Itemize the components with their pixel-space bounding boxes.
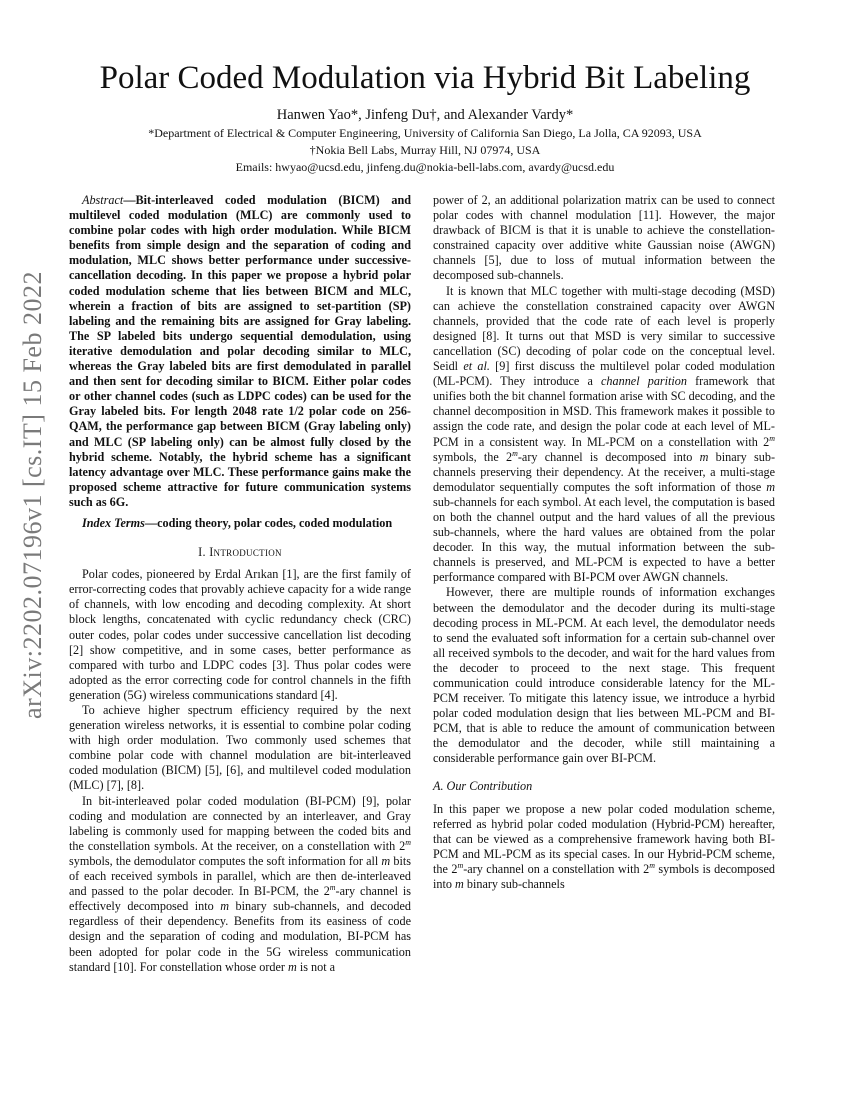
index-terms: Index Terms—coding theory, polar codes, coded modulation [82,515,393,530]
section-title: Introduction [209,545,282,560]
paragraph: To achieve higher spectrum efficiency required by the next generation wireless networks, it is essential to combine polar coding with high order modulation. Two commonly used schemes that combine polar code with channel modulation are bit-interleaved coded modulation (BICM) [5], [6], and multilevel coded modulation (MLC) [7], [8]. [69,703,411,793]
paragraph: In bit-interleaved polar coded modulation (BI-PCM) [9], polar coding and modulation are connected by an interleaver, and Gray labeling is commonly used for mapping between the coded bits and the constellation symbols. At the receiver, on a constellation with 2$^m$ symbols, the demodulator computes the soft information for all m bits of each received symbols in parallel, which are then de-interleaved and passed to the polar decoder. In BI-PCM, the 2$^m$-ary channel is effectively decomposed into m binary sub-channels, and decoded regardless of their dependency. Benefits from its easiness of code design and the separation of coding and modulation, BI-PCM has been adopted for polar code in the 5G wireless communication standard [10]. For constellation whose order m is not a [69,793,412,974]
paragraph: It is known that MLC together with multi-stage decoding (MSD) can achieve the constellation constrained capacity over AWGN channels, provided that the code rate of each level is properly designed [8]. It turns out that MSD is very similar to successive cancellation (SC) decoding of polar code on the conceptual level. Seidl et al. [9] first discuss the multilevel polar coded modulation (ML-PCM). They introduce a channel parition framework that unifies both the bit channel formation arise with SC decoding, and the channel decomposition in MSD. This framework makes it possible to assign the code rate, and design the polar code at each level of ML-PCM in a consistent way. In ML-PCM on a constellation with 2$^m$ symbols, the 2$^m$-ary channel is decomposed into m binary sub-channels preserving their dependency. At the receiver, a multi-stage demodulator sequentially computes the soft information of those m sub-channels for each symbol. At each level, the computation is based on both the channel output and the hard values of all the previous sub-channels, where the hard values are obtained from the polar decoder. In this way, the mutual information between the sub-channels is preserved, and ML-PCM is expected to have a better performance compared with BI-PCM over AWGN channels. [433,283,776,585]
right-column [433,193,775,892]
author-list: Hanwen Yao*, Jinfeng Du†, and Alexander Vardy* [276,107,574,123]
index-terms-text: coding theory, polar codes, coded modulation [157,515,393,530]
left-column [69,193,411,975]
index-terms-label: Index Terms [82,515,145,530]
paragraph: However, there are multiple rounds of information exchanges between the demodulator and the decoder during its multi-stage decoding process in ML-PCM. At each level, the demodulator needs to send the evaluated soft information for a certain sub-channel over all received symbols to the decoder, and wait for the hard values from the decoder to proceed to the next stage. This frequent communication could introduce considerable latency for the ML-PCM receiver. To mitigate this latency issue, we introduce a hyrbid polar coded modulation design that lies between ML-PCM and BI-PCM, that is able to reduce the amount of communication between the demodulator and the decoder, while still maintaining a considerable performance gain over BI-PCM. [433,585,775,766]
paragraph: power of 2, an additional polarization matrix can be used to connect polar codes with channel modulation [11]. However, the major drawback of BICM is that it is unable to achieve the constellation-constrained capacity over additive white Gaussian noise (AWGN) channels [5], due to loss of mutual information between the decomposed sub-channels. [433,193,775,283]
subsection-heading-contribution: A. Our Contribution [433,778,533,793]
affiliation-nokia: †Nokia Bell Labs, Murray Hill, NJ 07974, USA [309,143,541,157]
affiliation-ucsd: *Department of Electrical & Computer Engineering, University of California San Diego, La Jolla, CA 92093, USA [148,126,702,140]
abstract: Abstract—Bit-interleaved coded modulation (BICM) and multilevel coded modulation (MLC) are commonly used to combine polar codes with high order modulation. While BICM benefits from simple design and the separation of coding and modulation, MLC shows better performance under successive-cancellation decoding. In this paper we propose a hybrid polar coded modulation scheme that lies between BICM and MLC, wherein a fraction of bits are assigned to set-partition (SP) labeling and the remaining bits are assigned for Gray labeling. The SP labeled bits undergo sequential demodulation, using iterative demodulation and polar decoding similar to MLC, whereas the Gray labeled bits are first demodulated in parallel and then sent for decoding similar to BICM. Either polar codes or other channel codes (such as LDPC codes) can be used for the Gray labeled bits. For length 2048 rate 1/2 polar code on 256-QAM, the performance gap between BICM (Gray labeling only) and MLC (SP labeling only) can be almost fully closed by the hybrid scheme. Notably, the hybrid scheme has a significant latency advantage over MLC. These performance gains make the proposed scheme attractive for future communication systems such as 6G. [69,193,411,509]
paragraph: In this paper we propose a new polar coded modulation scheme, referred as hybrid polar coded modulation (Hybrid-PCM) hereafter, that can be viewed as a comprehensive framework having both BI-PCM and ML-PCM as its special cases. In our Hybrid-PCM scheme, the 2$^m$-ary channel on a constellation with 2$^m$ symbols is decomposed into m binary sub-channels [433,801,776,892]
section-number: I. [198,545,206,560]
author-emails: Emails: hwyao@ucsd.edu, jinfeng.du@nokia-bell-labs.com, avardy@ucsd.edu [235,160,615,174]
arxiv-identifier: arXiv:2202.07196v1 [cs.IT] 15 Feb 2022 [18,271,47,719]
abstract-label: Abstract [82,193,124,207]
paper-title: Polar Coded Modulation via Hybrid Bit Labeling [99,60,751,96]
arxiv-stamp [14,271,52,719]
section-heading-introduction [69,545,411,560]
abstract-text: Bit-interleaved coded modulation (BICM) and multilevel coded modulation (MLC) are commonly used to combine polar codes with high order modulation. While BICM benefits from simple design and the separation of coding and modulation, MLC shows better performance under successive-cancellation decoding. In this paper we propose a hybrid polar coded modulation scheme that lies between BICM and MLC, wherein a fraction of bits are assigned to set-partition (SP) labeling and the remaining bits are assigned for Gray labeling. The SP labeled bits undergo sequential demodulation, using iterative demodulation and polar decoding similar to MLC, whereas the Gray labeled bits are first demodulated in parallel and then sent for decoding similar to BICM. Either polar codes or other channel codes (such as LDPC codes) can be used for the Gray labeled bits. For length 2048 rate 1/2 polar code on 256-QAM, the performance gap between BICM (Gray labeling only) and MLC (SP labeling only) can be almost fully closed by the hybrid scheme. Notably, the hybrid scheme has a significant latency advantage over MLC. These performance gains make the proposed scheme attractive for future communication systems such as 6G. [69,193,411,509]
paragraph: Polar codes, pioneered by Erdal Arıkan [1], are the first family of error-correcting codes that provably achieve capacity for a wide range of channels, with low encoding and decoding complexity. At short block lengths, concatenated with cyclic redundancy check (CRC) outer codes, polar codes under successive cancellation list decoding [2] show competitive, and in some cases, better performance as compared with turbo and LDPC codes [3]. Thus polar codes were adopted as the error correcting code for control channels in the fifth generation (5G) wireless communications standard [4]. [69,567,411,702]
